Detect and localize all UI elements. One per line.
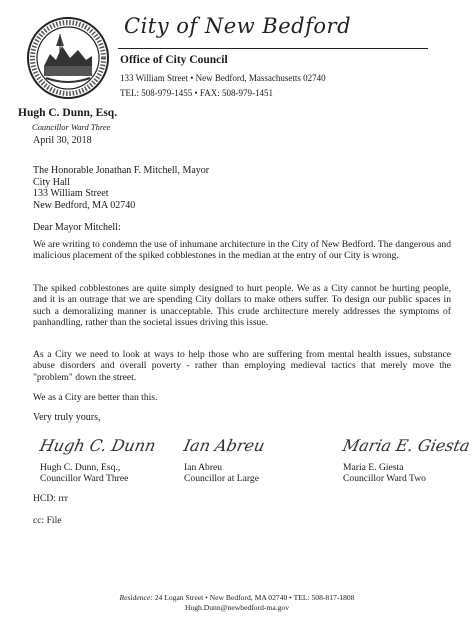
signatory-title: Councillor Ward Three: [40, 473, 129, 485]
typist-initials: HCD: rrr: [33, 493, 68, 504]
sender-name: Hugh C. Dunn, Esq.: [18, 107, 118, 119]
signatory-block: [40, 462, 128, 485]
recipient-line: City Hall: [33, 176, 70, 188]
footer-residence-line: [0, 593, 474, 603]
city-name-heading: City of New Bedford: [124, 14, 352, 38]
office-address: 133 William Street • New Bedford, Massachusetts 02740: [120, 73, 326, 83]
office-phone: TEL: 508-979-1455 • FAX: 508-979-1451: [120, 88, 273, 98]
cc-line: cc: File: [33, 515, 62, 526]
recipient-line: The Honorable Jonathan F. Mitchell, Mayor: [33, 165, 210, 176]
letter-date: April 30, 2018: [33, 135, 92, 146]
signatory-name: Ian Abreu: [184, 462, 223, 473]
signatory-name: Hugh C. Dunn, Esq.,: [40, 462, 121, 473]
recipient-line: 133 William Street: [33, 188, 109, 200]
sender-title: Councillor Ward Three: [32, 122, 111, 132]
signatory-name: Maria E. Giesta: [343, 462, 404, 473]
salutation: Dear Mayor Mitchell:: [33, 222, 121, 233]
signatory-title: Councillor Ward Two: [343, 473, 426, 485]
body-paragraph: We are writing to condemn the use of inhumane architecture in the City of New Bedford. The dangerous and malicious placement of the spiked cobblestones in the median at the entry of our City is wrong.: [33, 239, 451, 262]
letterhead-divider: [118, 48, 428, 49]
body-paragraph: As a City we need to look at ways to help those who are suffering from mental health issues, substance abuse disorders and overall poverty - rather than employing medieval tactics that merely move the "problem" down the street.: [33, 349, 451, 383]
signatory-title: Councillor at Large: [184, 473, 259, 485]
signature-giesta: Maria E. Giesta: [340, 436, 472, 455]
residence-address: 24 Logan Street • New Bedford, MA 02740 • TEL: 508-817-1808: [154, 593, 355, 602]
body-paragraph: We as a City are better than this.: [33, 392, 158, 403]
body-paragraph: The spiked cobblestones are quite simply designed to hurt people. We as a City cannot be hurting people, and it is an outrage that we are spending City dollars to make others suffer. To design our public spaces in such a demoralizing manner is unacceptable. This crude architecture merely addresses the symptoms of panhandling, rather than the societal issues driving this issue.: [33, 283, 451, 328]
signature-dunn: Hugh C. Dunn: [37, 436, 158, 455]
office-name: Office of City Council: [120, 54, 228, 66]
signature-abreu: Ian Abreu: [181, 436, 267, 455]
closing: Very truly yours,: [33, 412, 101, 423]
recipient-block: [33, 165, 209, 211]
recipient-line: New Bedford, MA 02740: [33, 199, 136, 211]
city-seal-icon: [26, 16, 110, 100]
footer: [0, 593, 474, 613]
signatory-block: [343, 462, 426, 485]
signatory-block: [184, 462, 259, 485]
footer-email: Hugh.Dunn@newbedford-ma.gov: [184, 603, 289, 612]
residence-label: Residence:: [119, 593, 153, 602]
